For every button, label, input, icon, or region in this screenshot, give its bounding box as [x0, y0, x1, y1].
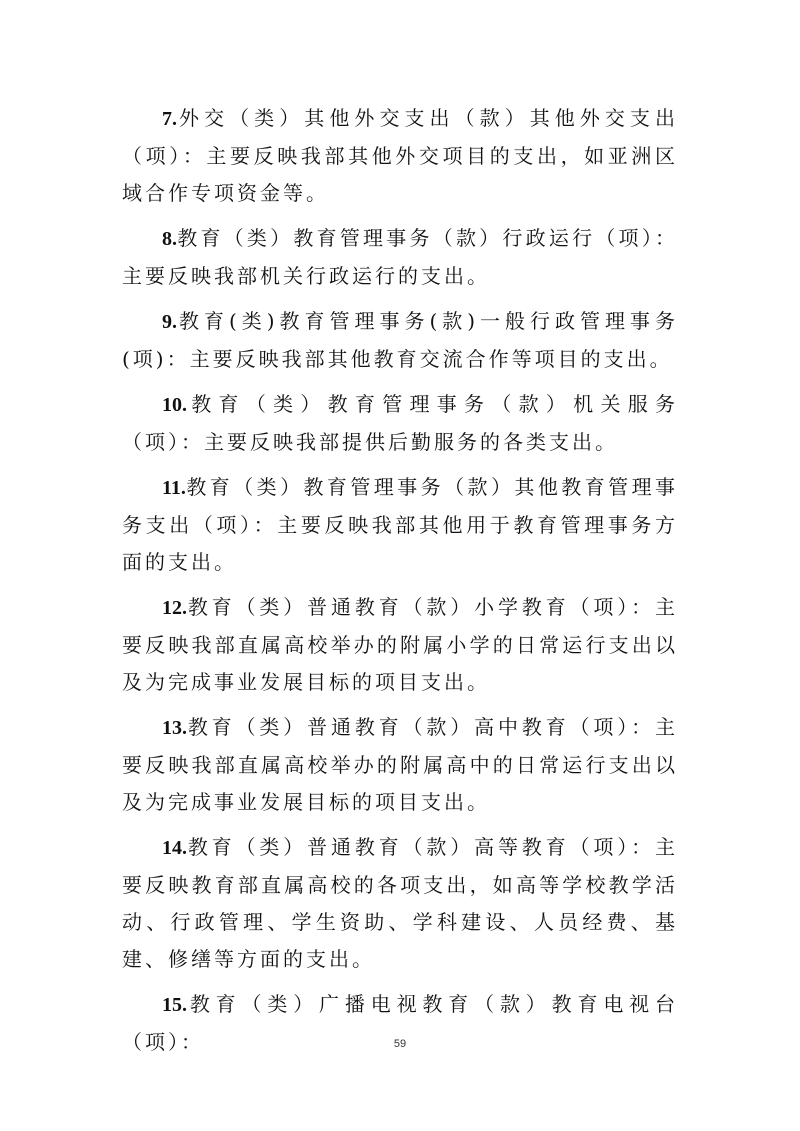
item-number: 14. — [162, 837, 187, 859]
item-text: 外交（类）其他外交支出（款）其他外交支出（项）：主要反映我部其他外交项目的支出，如亚洲区域合作专项资金等。 — [122, 106, 678, 205]
paragraph-item-10 — [122, 386, 678, 461]
paragraph-item-14 — [122, 829, 678, 978]
document-body — [122, 100, 678, 1069]
item-text: 教育（类）广播电视教育（款）教育电视台（项）： — [122, 992, 678, 1054]
item-number: 9. — [162, 311, 177, 333]
item-text: 教育（类）普通教育（款）高中教育（项）：主要反映我部直属高校举办的附属高中的日常运行支出以及为完成事业发展目标的项目支出。 — [122, 715, 678, 814]
paragraph-item-7 — [122, 100, 678, 212]
paragraph-item-8 — [122, 220, 678, 295]
item-number: 15. — [162, 994, 187, 1016]
item-text: 教育（类）教育管理事务（款）其他教育管理事务支出（项）：主要反映我部其他用于教育管理事务方面的支出。 — [122, 475, 678, 574]
item-text: 教育（类）教育管理事务（款）行政运行（项）：主要反映我部机关行政运行的支出。 — [122, 226, 678, 288]
item-number: 7. — [162, 108, 177, 130]
paragraph-item-12 — [122, 589, 678, 701]
item-text: 教育（类）普通教育（款）高等教育（项）：主要反映教育部直属高校的各项支出，如高等学校教学活动、行政管理、学生资助、学科建设、人员经费、基建、修缮等方面的支出。 — [122, 835, 678, 971]
item-number: 10. — [162, 394, 187, 416]
item-number: 13. — [162, 717, 187, 739]
item-number: 12. — [162, 597, 187, 619]
page-number: 59 — [393, 1038, 407, 1050]
item-number: 8. — [162, 228, 177, 250]
item-text: 教育(类)教育管理事务(款)一般行政管理事务(项)：主要反映我部其他教育交流合作等项目的支出。 — [122, 309, 678, 371]
item-text: 教育（类）教育管理事务（款）机关服务（项）：主要反映我部提供后勤服务的各类支出。 — [122, 392, 678, 454]
item-text: 教育（类）普通教育（款）小学教育（项）：主要反映我部直属高校举办的附属小学的日常运行支出以及为完成事业发展目标的项目支出。 — [122, 595, 678, 694]
paragraph-item-11 — [122, 469, 678, 581]
paragraph-item-13 — [122, 709, 678, 821]
paragraph-item-9 — [122, 303, 678, 378]
item-number: 11. — [162, 477, 186, 499]
